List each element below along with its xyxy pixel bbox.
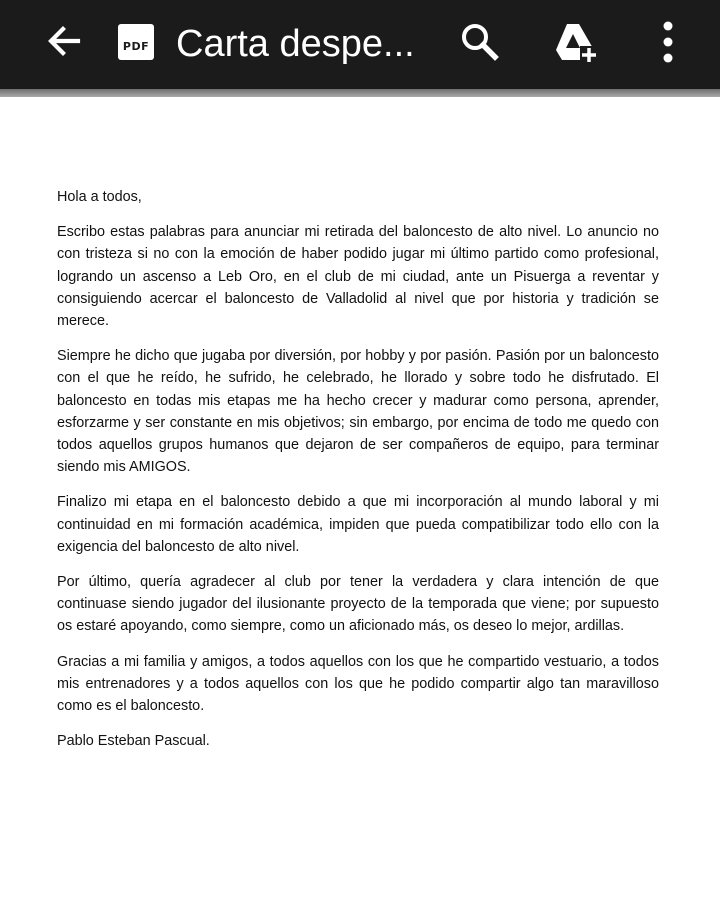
app-bar-shadow (0, 89, 720, 97)
paragraph: Por último, quería agradecer al club por tener la verdadera y clara intención de que continuase siendo jugador del ilusionante proyecto de la temporada que viene; por supuesto os estaré apoyando, como siempre, como un aficionado más, os deseo lo mejor, ardillas. (57, 574, 659, 635)
paragraph: Finalizo mi etapa en el baloncesto debido a que mi incorporación al mundo laboral y mi continuidad en mi formación académica, impiden que pueda compatibilizar todo ello con la exigencia del baloncesto de alto nivel. (57, 494, 659, 555)
search-icon (458, 20, 502, 69)
back-button[interactable] (34, 18, 94, 68)
document-body (57, 186, 659, 765)
drive-add-icon (552, 18, 600, 71)
app-bar (0, 0, 720, 89)
search-button[interactable] (452, 16, 508, 72)
more-vert-icon (662, 20, 674, 69)
more-options-button[interactable] (640, 16, 696, 72)
add-to-drive-button[interactable] (546, 16, 606, 72)
paragraph: Gracias a mi familia y amigos, a todos aquellos con los que he compartido vestuario, a todos mis entrenadores y a todos aquellos con los que he podido compartir algo tan maravilloso como es el baloncesto. (57, 653, 659, 715)
document-title: Carta despe... (176, 23, 415, 65)
signature: Pablo Esteban Pascual. (57, 733, 210, 750)
paragraph: Escribo estas palabras para anunciar mi retirada del baloncesto de alto nivel. Lo anuncio no con tristeza si no con la emoción de haber podido jugar mi último partido como profesional, logrando un ascenso a Leb Oro, en el club de mi ciudad, ante un Pisuerga a reventar y consiguiendo acercar el baloncesto de Valladolid al nivel que por historia y tradición se merece. (57, 224, 659, 330)
pdf-file-icon: PDF (118, 24, 154, 60)
paragraph: Siempre he dicho que jugaba por diversión, por hobby y por pasión. Pasión por un baloncesto con el que he reído, he sufrido, he celebrado, he llorado y sobre todo he disfrutado. El baloncesto en todas mis etapas me ha hecho crecer y madurar como persona, aprender, esforzarme y ser constante en mis objetivos; sin embargo, por encima de todo me quedo con todos aquellos grupos humanos que dejaron de ser compañeros de equipo, para terminar siendo mis AMIGOS. (57, 348, 659, 476)
greeting: Hola a todos, (57, 189, 142, 205)
back-arrow-icon (44, 21, 84, 66)
